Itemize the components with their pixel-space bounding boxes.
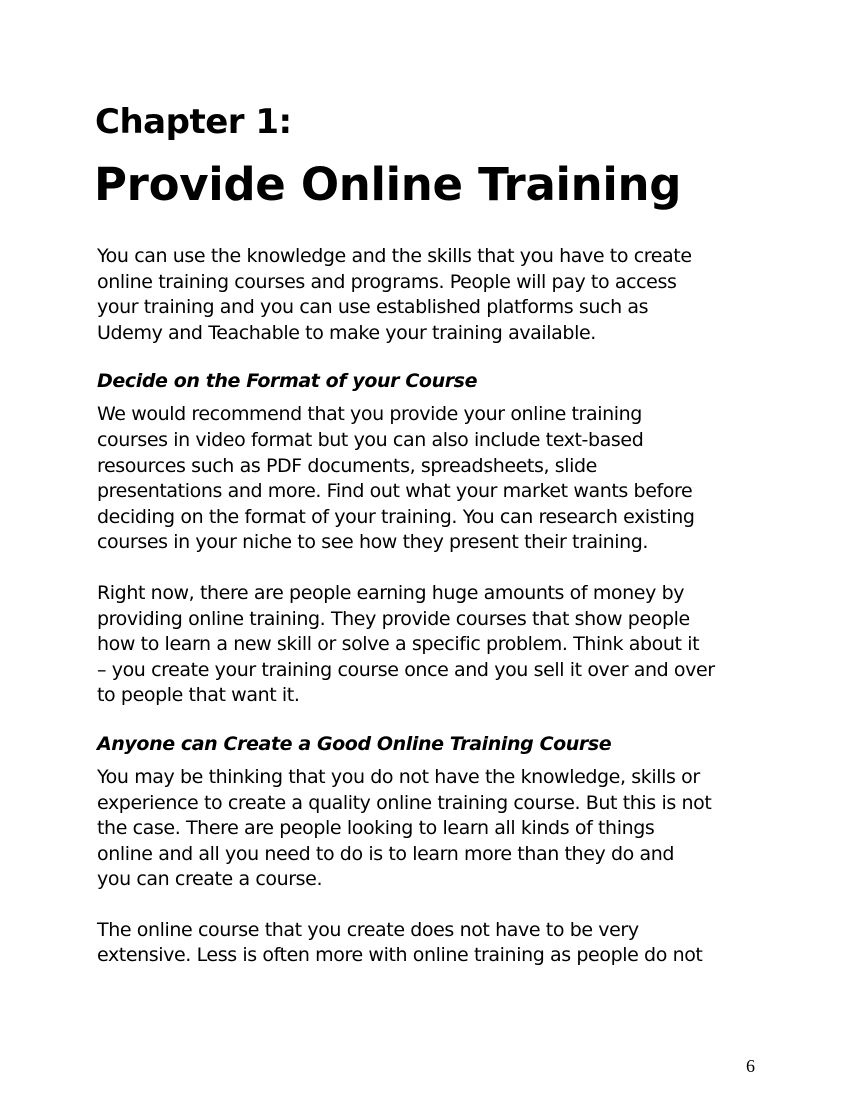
section-heading-anyone: Anyone can Create a Good Online Training Course [97, 732, 612, 755]
spacer [97, 394, 772, 402]
anyone-paragraph-1: You may be thinking that you do not have the knowledge, skills or experience to create a quality online training course. But this is not the case. There are people looking to learn all kinds of things online and all you need to do is to learn more than they do and you can create a course. [97, 765, 712, 891]
format-paragraph-2: Right now, there are people earning huge amounts of money by providing online training. They provide courses that show people how to learn a new skill or solve a specific problem. Think about it – you create your training course once and you sell it over and over to people that want it. [97, 581, 715, 707]
chapter-label: Chapter 1: [95, 102, 292, 142]
format-paragraph-1: We would recommend that you provide your online training courses in video format but you can also include text-based resources such as PDF documents, spreadsheets, slide presentations and more. Find out what your market wants before deciding on the format of your training. You can research existing courses in your niche to see how they present their training. [97, 403, 695, 554]
chapter-title: Provide Online Training [94, 158, 682, 211]
spacer [97, 346, 772, 368]
spacer [97, 757, 772, 765]
page-content [97, 244, 772, 969]
page-number: 6 [746, 1056, 755, 1076]
anyone-paragraph-2: The online course that you create does not have to be very extensive. Less is often more with online training as people do not [97, 918, 703, 967]
section-heading-format: Decide on the Format of your Course [97, 370, 478, 393]
intro-paragraph: You can use the knowledge and the skills that you have to create online training courses and programs. People will pay to access your training and you can use established platforms such as Udemy and Teachable to make your training available. [97, 245, 692, 344]
spacer [97, 709, 772, 731]
spacer [97, 893, 772, 918]
spacer [97, 556, 772, 581]
